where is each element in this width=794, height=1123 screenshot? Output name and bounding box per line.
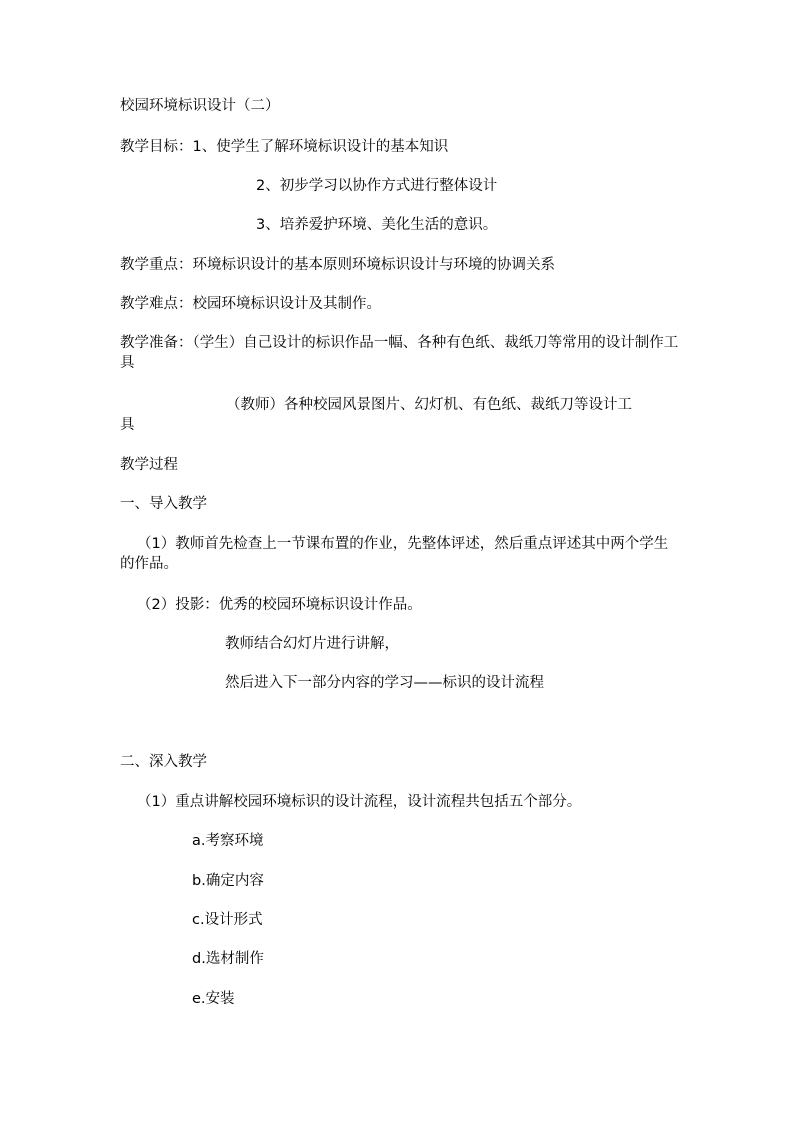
objectives-line-1: 教学目标：1、使学生了解环境标识设计的基本知识	[120, 139, 449, 155]
step-item: e.安装	[192, 991, 235, 1007]
step-item: c.设计形式	[192, 912, 263, 928]
difficulty: 教学难点：校园环境标识设计及其制作。	[120, 296, 381, 312]
section-1-title: 一、导入教学	[120, 496, 207, 512]
section-1-paragraph-4: 然后进入下一部分内容的学习——标识的设计流程	[225, 675, 544, 691]
key-point: 教学重点：环境标识设计的基本原则环境标识设计与环境的协调关系	[120, 257, 555, 273]
section-1-paragraph-2: （2）投影：优秀的校园环境标识设计作品。	[137, 597, 422, 613]
preparation-teacher-line-2: 具	[120, 417, 135, 433]
section-2-title: 二、深入教学	[120, 754, 207, 770]
section-1-paragraph-3: 教师结合幻灯片进行讲解，	[225, 636, 399, 652]
objectives-line-2: 2、初步学习以协作方式进行整体设计	[256, 178, 498, 194]
step-item: a.考察环境	[192, 833, 264, 849]
section-1-paragraph-1: （1）教师首先检查上一节课布置的作业，先整体评述，然后重点评述其中两个学生的作品。	[120, 536, 669, 572]
step-item: b.确定内容	[192, 873, 264, 889]
preparation-student: 教学准备：（学生）自己设计的标识作品一幅、各种有色纸、裁纸刀等常用的设计制作工具	[120, 335, 679, 371]
section-2-paragraph-1: （1）重点讲解校园环境标识的设计流程，设计流程共包括五个部分。	[137, 794, 582, 810]
objectives-line-3: 3、培养爱护环境、美化生活的意识。	[256, 217, 498, 233]
process-title: 教学过程	[120, 457, 178, 473]
step-item: d.选材制作	[192, 951, 264, 967]
document-title: 校园环境标识设计（二）	[120, 98, 280, 114]
preparation-teacher-line-1: （教师）各种校园风景图片、幻灯机、有色纸、裁纸刀等设计工	[226, 397, 632, 413]
